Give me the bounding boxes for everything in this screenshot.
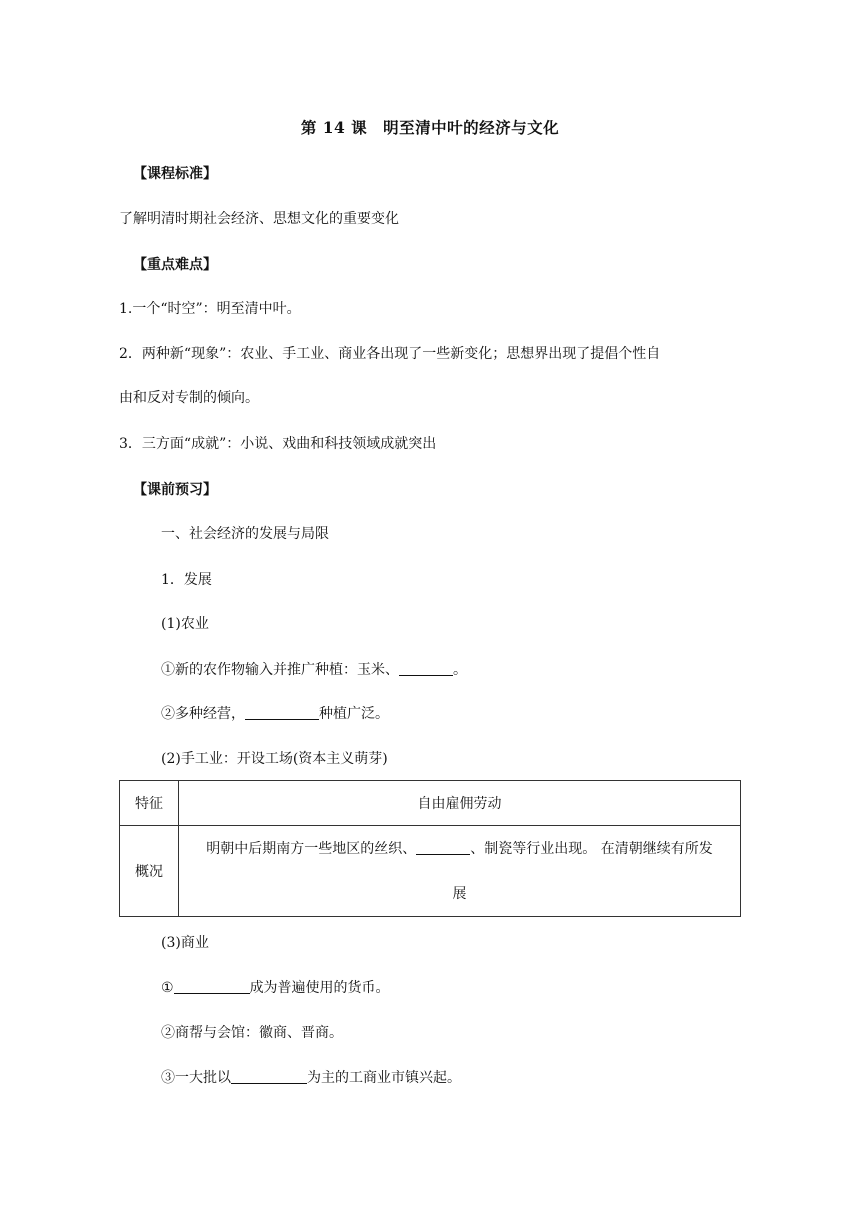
section-1-heading: 一、社会经济的发展与局限 — [161, 526, 329, 542]
key-point-2-line1: 2．两种新“现象”：农业、手工业、商业各出现了一些新变化；思想界出现了提倡个性自 — [119, 346, 661, 362]
commerce-item-1-text: 成为普遍使用的货币。 — [249, 980, 390, 996]
course-standard-text: 了解明清时期社会经济、思想文化的重要变化 — [119, 211, 399, 227]
agriculture-item-2 — [161, 703, 389, 723]
agriculture-heading: (1)农业 — [161, 616, 209, 632]
blank-field[interactable] — [174, 979, 250, 994]
row-header-overview: 概况 — [120, 826, 179, 917]
commerce-heading: (3)商业 — [161, 935, 209, 951]
blank-field[interactable] — [231, 1069, 307, 1084]
overview-text: 明朝中后期南方一些地区的丝织、 — [206, 841, 417, 857]
commerce-item-3-end: 为主的工商业市镇兴起。 — [307, 1070, 461, 1086]
heading-key-points: 【重点难点】 — [133, 257, 217, 273]
subsection-development: 1．发展 — [161, 572, 212, 588]
agriculture-item-1-text: ①新的农作物输入并推广种植：玉米、 — [161, 662, 399, 678]
commerce-item-3 — [161, 1067, 461, 1087]
agriculture-item-2-text: ②多种经营， — [161, 706, 245, 722]
agriculture-item-2-end: 种植广泛。 — [319, 706, 389, 722]
handicraft-heading: (2)手工业：开设工场(资本主义萌芽) — [161, 751, 388, 767]
table-row — [120, 826, 741, 917]
feature-value: 自由雇佣劳动 — [179, 781, 741, 826]
overview-value — [179, 826, 741, 917]
overview-text-tail: 展 — [452, 886, 467, 902]
key-point-1: 1.一个“时空”：明至清中叶。 — [119, 301, 301, 317]
heading-preview: 【课前预习】 — [133, 482, 217, 498]
commerce-item-2: ②商帮与会馆：徽商、晋商。 — [161, 1025, 343, 1041]
row-header-feature: 特征 — [120, 781, 179, 826]
blank-field[interactable] — [399, 661, 453, 676]
overview-text-cont: 、制瓷等行业出现。 在清朝继续有所发 — [470, 841, 713, 857]
blank-field[interactable] — [245, 705, 319, 720]
agriculture-item-1-end: 。 — [453, 662, 467, 678]
commerce-item-1-mark: ① — [161, 980, 174, 996]
handicraft-table — [119, 780, 741, 917]
commerce-item-3-text: ③一大批以 — [161, 1070, 231, 1086]
key-point-2-line2: 由和反对专制的倾向。 — [119, 390, 259, 406]
commerce-item-1 — [161, 977, 390, 997]
heading-course-standard: 【课程标准】 — [133, 166, 217, 182]
lesson-title: 第 14 课 明至清中叶的经济与文化 — [300, 118, 560, 137]
key-point-3: 3．三方面“成就”：小说、戏曲和科技领域成就突出 — [119, 436, 437, 452]
agriculture-item-1 — [161, 659, 467, 679]
blank-field[interactable] — [416, 840, 470, 855]
table-row — [120, 781, 741, 826]
